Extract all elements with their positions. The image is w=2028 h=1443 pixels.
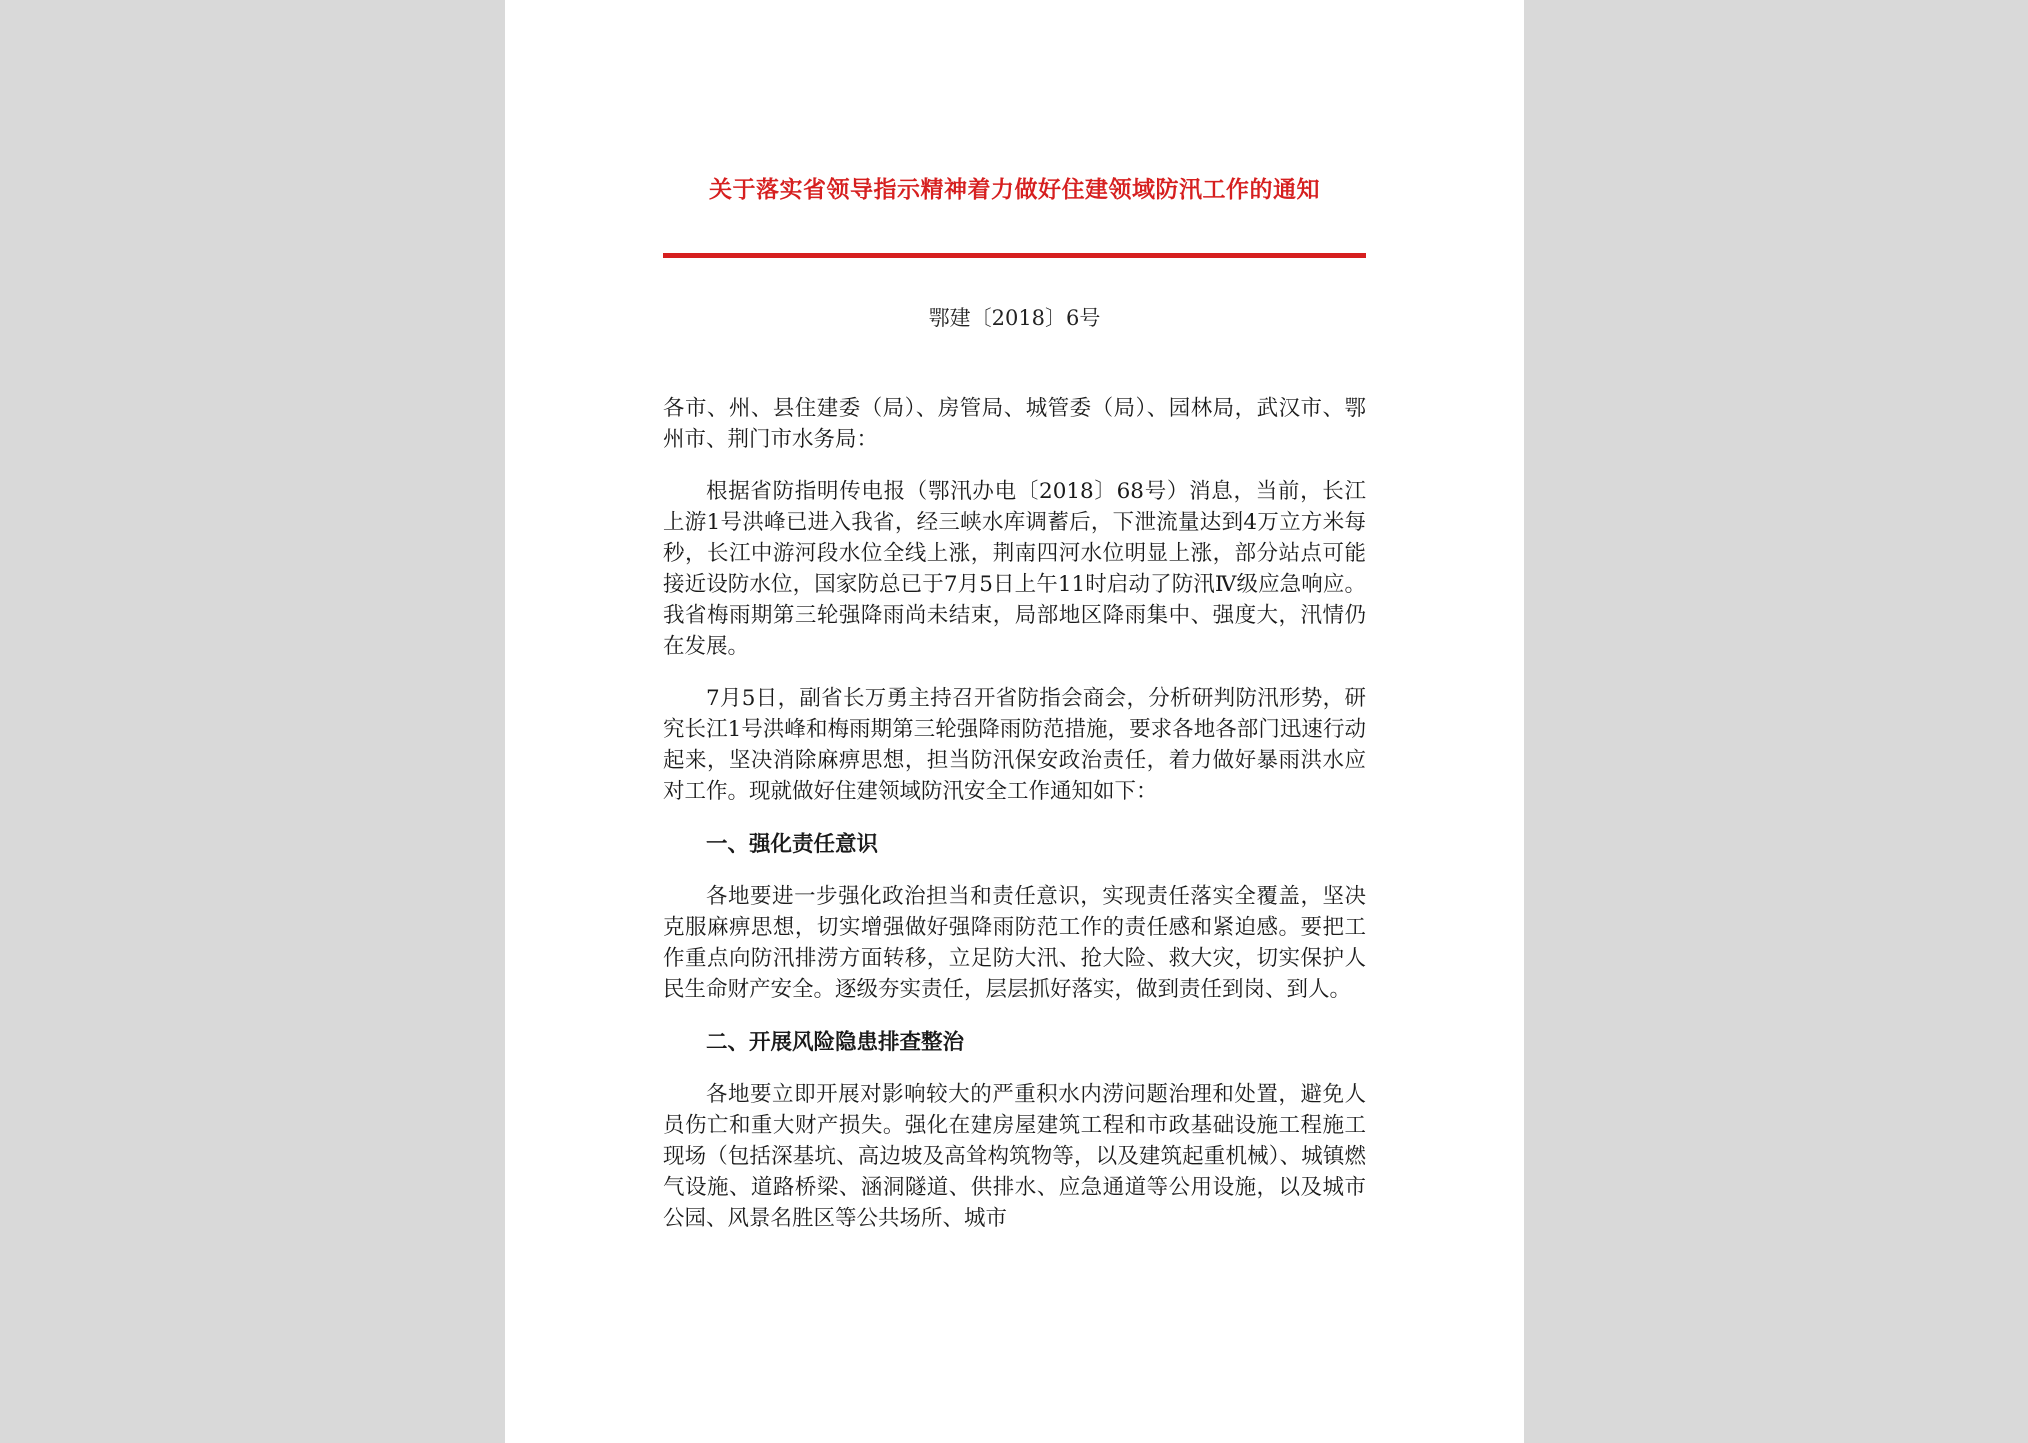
- document-number: 鄂建〔2018〕6号: [928, 306, 1101, 330]
- section-1-text: 各地要进一步强化政治担当和责任意识，实现责任落实全覆盖，坚决克服麻痹思想，切实增强做好强降雨防范工作的责任感和紧迫感。要把工作重点向防汛排涝方面转移，立足防大汛、抢大险、救大灾，切实保护人民生命财产安全。逐级夯实责任，层层抓好落实，做到责任到岗、到人。: [663, 884, 1366, 1002]
- paragraph: 根据省防指明传电报（鄂汛办电〔2018〕68号）消息，当前，长江上游1号洪峰已进入我省，经三峡水库调蓄后，下泄流量达到4万立方米每秒，长江中游河段水位全线上涨，荆南四河水位明显上涨，部分站点可能接近设防水位，国家防总已于7月5日上午11时启动了防汛Ⅳ级应急响应。我省梅雨期第三轮强降雨尚未结束，局部地区降雨集中、强度大，汛情仍在发展。: [663, 479, 1366, 659]
- addressee: 各市、州、县住建委（局）、房管局、城管委（局）、园林局，武汉市、鄂州市、荆门市水务局：: [663, 396, 1366, 452]
- document-title: 关于落实省领导指示精神着力做好住建领域防汛工作的通知: [709, 177, 1320, 203]
- document-page: [505, 0, 1524, 1443]
- section-2-text: 各地要立即开展对影响较大的严重积水内涝问题治理和处置，避免人员伤亡和重大财产损失。强化在建房屋建筑工程和市政基础设施工程施工现场（包括深基坑、高边坡及高耸构筑物等，以及建筑起重机械）、城镇燃气设施、道路桥梁、涵洞隧道、供排水、应急通道等公用设施，以及城市公园、风景名胜区等公共场所、城市: [663, 1082, 1366, 1231]
- paragraph: 7月5日，副省长万勇主持召开省防指会商会，分析研判防汛形势，研究长江1号洪峰和梅雨期第三轮强降雨防范措施，要求各地各部门迅速行动起来，坚决消除麻痹思想，担当防汛保安政治责任，着力做好暴雨洪水应对工作。现就做好住建领域防汛安全工作通知如下：: [663, 686, 1366, 804]
- section-heading-1: 一、强化责任意识: [706, 832, 879, 857]
- section-heading-2: 二、开展风险隐患排查整治: [706, 1030, 965, 1055]
- red-divider: [663, 253, 1366, 258]
